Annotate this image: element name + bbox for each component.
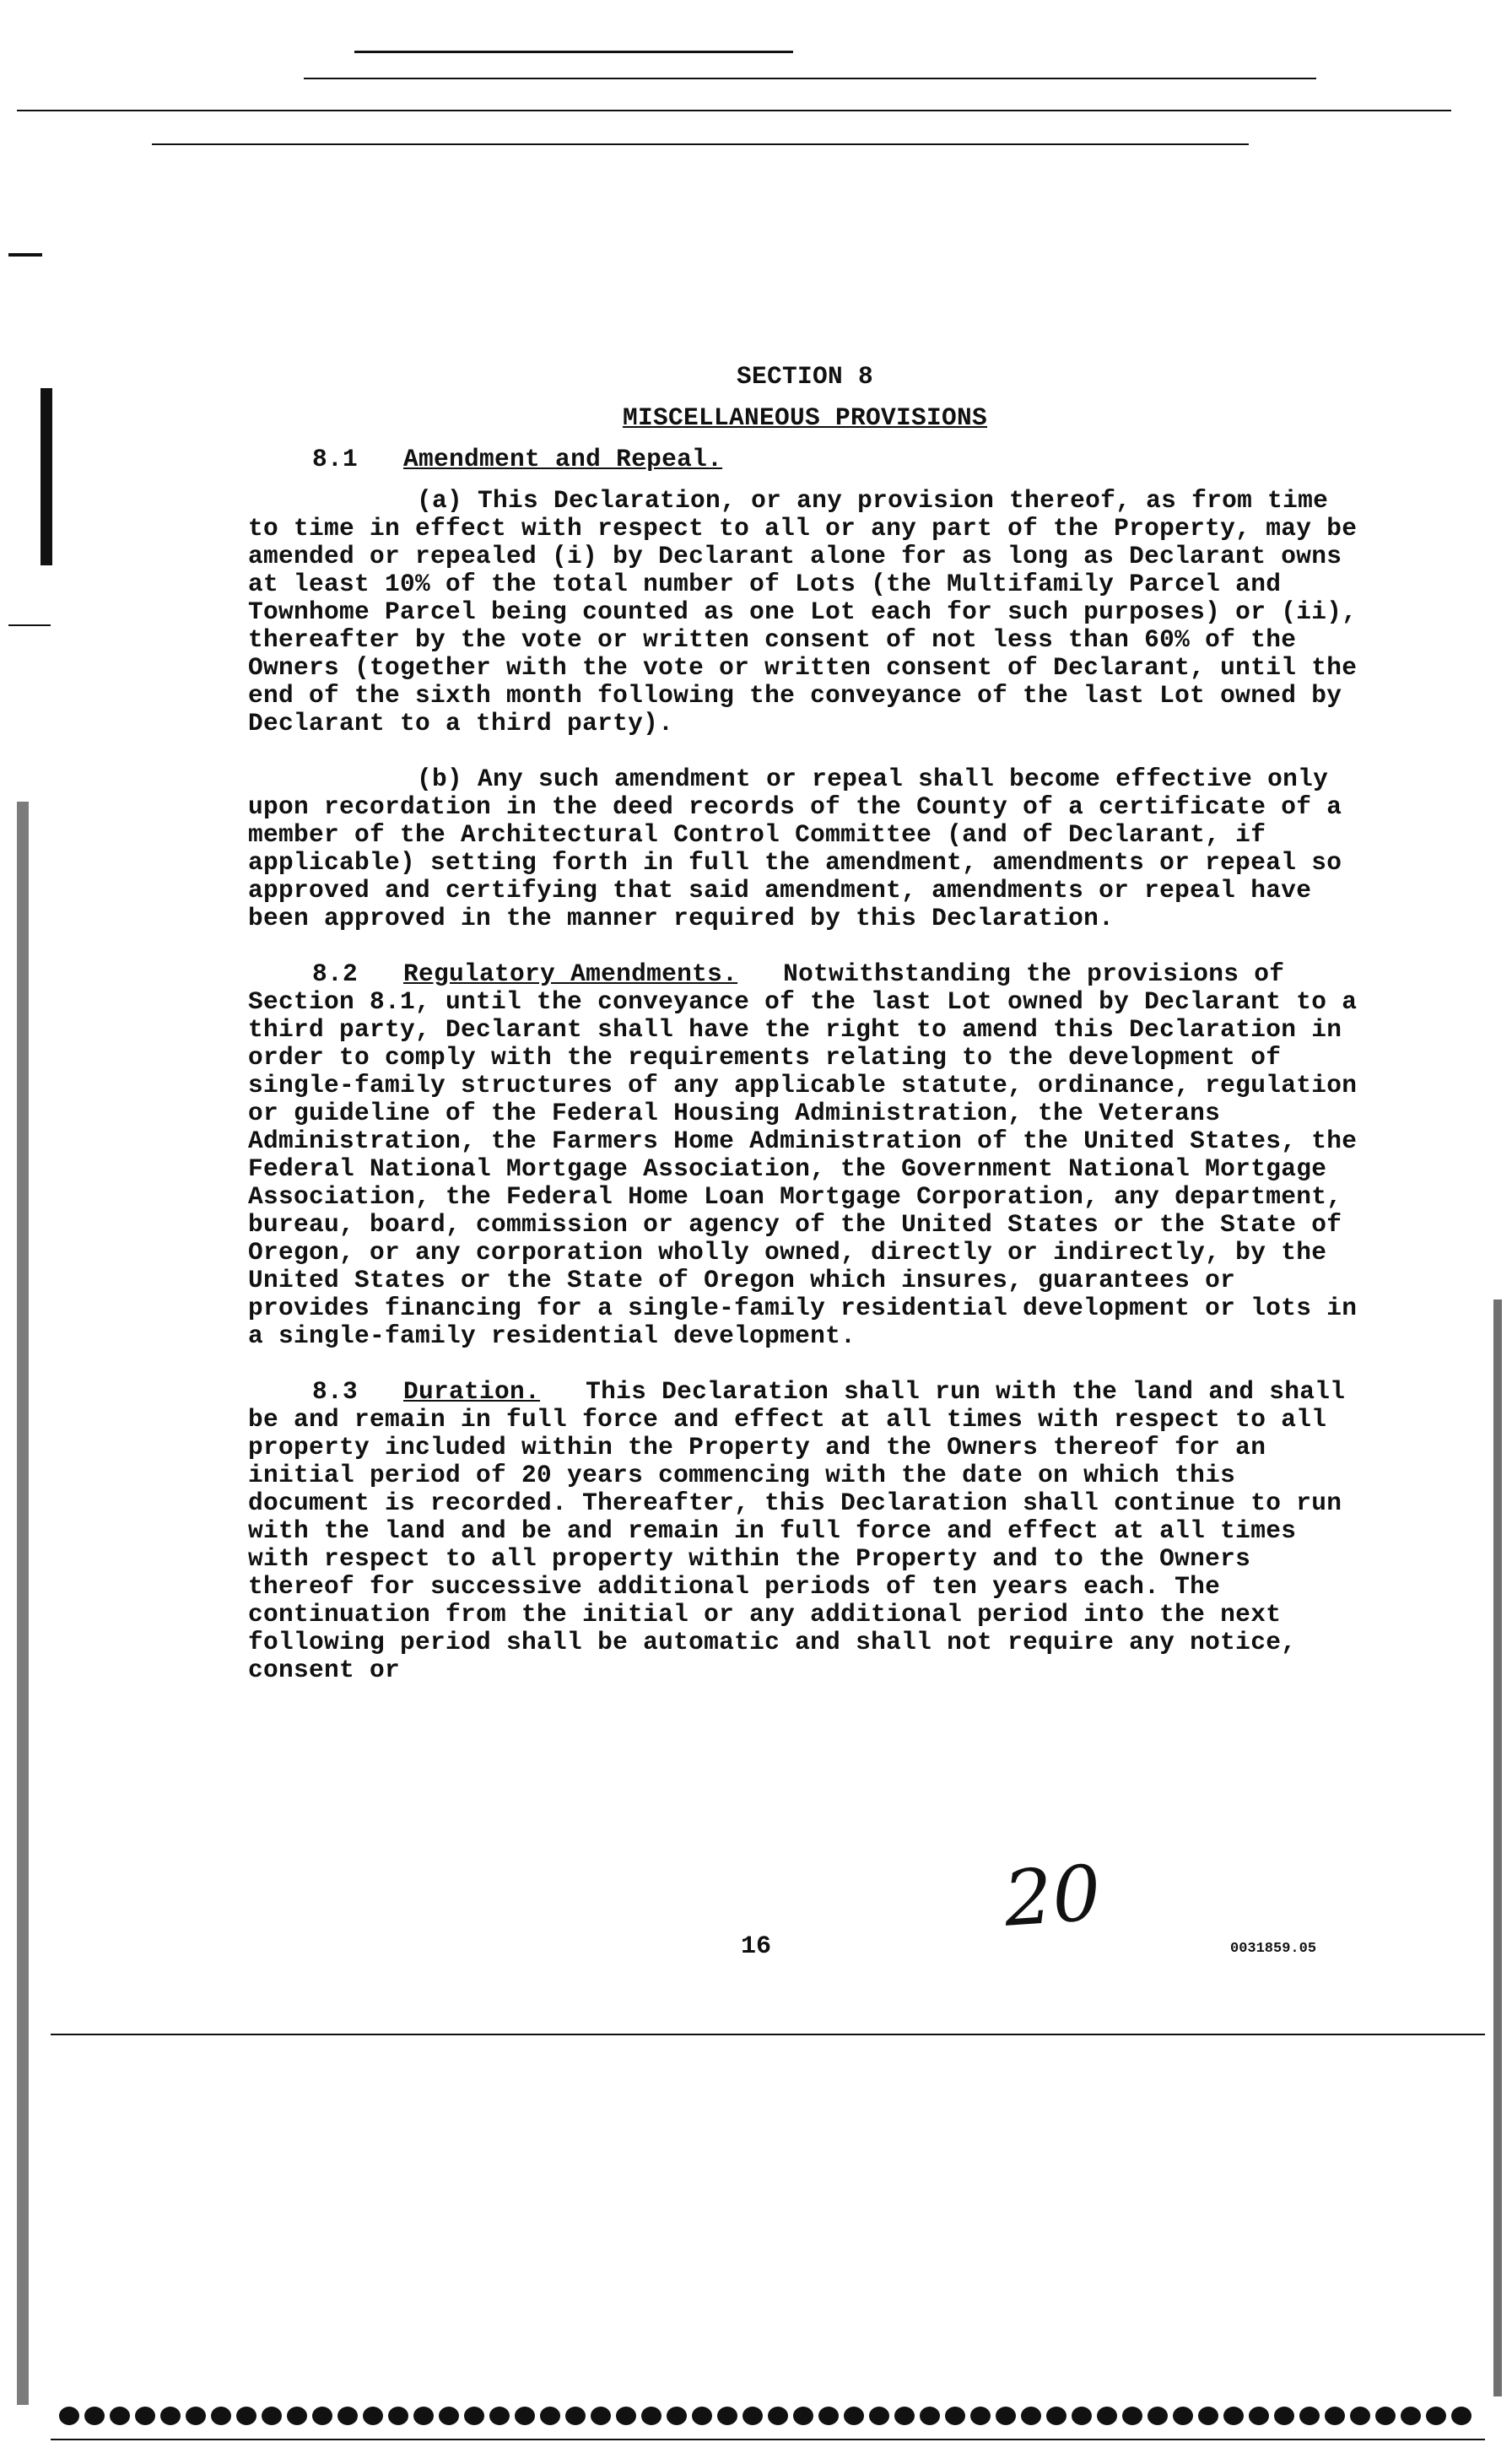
scan-dot [464, 2407, 484, 2425]
section-8-1-para-a [248, 487, 1362, 738]
section-8-2-number: 8.2 [312, 959, 359, 988]
scan-artifact-bottom [51, 2034, 1485, 2035]
scan-artifact-right [1493, 1299, 1502, 2396]
handwritten-page-note: 20 [1001, 1849, 1104, 1944]
scan-dot [717, 2407, 737, 2425]
document-body [248, 363, 1362, 1712]
section-8-3-text: This Declaration shall run with the land and shall be and remain in full force and effect at all times with respect to all property included within the Property and the Owners thereof for an initial period of 20 years commencing with the date on which this document is recorded. Thereafter, this Declaration shall continue to run with the land and be and remain in full force and effect at all times with respect to all property within the Property and to the Owners thereof for successive additional periods of ten years each. The continuation from the initial or any additional period into the next following period shall be automatic and shall not require any notice, consent or [248, 1377, 1346, 1684]
document-id: 0031859.05 [1230, 1941, 1317, 1957]
scan-dot [641, 2407, 662, 2425]
scan-dot [1173, 2407, 1193, 2425]
scan-dot [692, 2407, 712, 2425]
scan-dot [565, 2407, 586, 2425]
section-8-2 [248, 960, 1362, 1350]
scan-dot [1426, 2407, 1446, 2425]
scan-dot [540, 2407, 560, 2425]
scan-dot [84, 2407, 105, 2425]
scan-artifact-bottom [51, 2439, 1485, 2440]
scan-dot [439, 2407, 459, 2425]
section-8-1-para-b [248, 765, 1362, 932]
scan-dot [1198, 2407, 1218, 2425]
scan-dot [1325, 2407, 1345, 2425]
scan-dot [1375, 2407, 1396, 2425]
section-8-2-title: Regulatory Amendments. [403, 959, 738, 988]
scan-dot [262, 2407, 282, 2425]
section-8-1-title: Amendment and Repeal. [403, 445, 723, 473]
scan-dot [1299, 2407, 1320, 2425]
scan-dot [236, 2407, 256, 2425]
scan-dot [110, 2407, 130, 2425]
scan-dot [1350, 2407, 1370, 2425]
scan-artifact-top [152, 143, 1249, 145]
scan-dot [1451, 2407, 1472, 2425]
scan-dot [742, 2407, 763, 2425]
section-8-3-number: 8.3 [312, 1377, 359, 1406]
scan-dot [59, 2407, 79, 2425]
scan-dot [160, 2407, 181, 2425]
scan-artifact-left [40, 388, 52, 565]
section-8-1-para-a-text: (a) This Declaration, or any provision thereof, as from time to time in effect with respect to all or any part of the Property, may be amended or repealed (i) by Declarant alone for as long as Declarant owns at least 10% of the total number of Lots (the Multifamily Parcel and Townhome Parcel being counted as one Lot each for such purposes) or (ii), thereafter by the vote or written consent of not less than 60% of the Owners (together with the vote or written consent of Declarant, until the end of the sixth month following the conveyance of the last Lot owned by Declarant to a third party). [248, 486, 1358, 738]
section-8-1-heading [248, 446, 1362, 473]
scan-dot [1223, 2407, 1244, 2425]
scan-artifact-dot-row [59, 2405, 1493, 2427]
scan-artifact-left [17, 802, 29, 2405]
scan-dot [869, 2407, 889, 2425]
scan-dot [515, 2407, 535, 2425]
scan-dot [287, 2407, 307, 2425]
scan-dot [793, 2407, 813, 2425]
scan-dot [312, 2407, 332, 2425]
section-8-1-para-b-text: (b) Any such amendment or repeal shall become effective only upon recordation in the deed records of the County of a certificate of a member of the Architectural Control Committee (and of Declarant, if applicable) setting forth in full the amendment, amendments or repeal so approved and certifying that said amendment, amendments or repeal have been approved in the manner required by this Declaration. [248, 765, 1342, 932]
scan-dot [135, 2407, 155, 2425]
scan-dot [667, 2407, 687, 2425]
scan-dot [363, 2407, 383, 2425]
page-number: 16 [740, 1932, 771, 1961]
scan-artifact-top [354, 51, 793, 53]
scan-dot [818, 2407, 839, 2425]
section-8-3 [248, 1378, 1362, 1684]
scan-dot [1021, 2407, 1041, 2425]
scan-artifact-top [17, 110, 1451, 111]
scan-dot [996, 2407, 1016, 2425]
scan-dot [591, 2407, 611, 2425]
section-title: SECTION 8 [736, 362, 874, 391]
scan-dot [413, 2407, 434, 2425]
scan-dot [1401, 2407, 1421, 2425]
section-8-1-number: 8.1 [312, 445, 359, 473]
scan-dot [616, 2407, 636, 2425]
scan-dot [1097, 2407, 1117, 2425]
scan-dot [920, 2407, 940, 2425]
scan-dot [894, 2407, 915, 2425]
scan-dot [186, 2407, 206, 2425]
scan-dot [970, 2407, 991, 2425]
scan-dot [1046, 2407, 1066, 2425]
scan-dot [211, 2407, 231, 2425]
scan-artifact-top [304, 78, 1316, 79]
scan-dot [1249, 2407, 1269, 2425]
section-8-3-title: Duration. [403, 1377, 541, 1406]
scan-dot [1072, 2407, 1092, 2425]
scan-artifact-left [8, 624, 51, 626]
scan-dot [489, 2407, 510, 2425]
section-8-2-text: Notwithstanding the provisions of Section 8.1, until the conveyance of the last Lot owned by Declarant to a third party, Declarant shall have the right to amend this Declaration in order to comply with the requirements relating to the development of single-family structures of any applicable statute, ordinance, regulation or guideline of the Federal Housing Administration, the Veterans Administration, the Farmers Home Administration of the United States, the Federal National Mortgage Association, the Government National Mortgage Association, the Federal Home Loan Mortgage Corporation, any department, bureau, board, commission or agency of the United States or the State of Oregon, or any corporation wholly owned, directly or indirectly, by the United States or the State of Oregon which insures, guarantees or provides financing for a single-family residential development or lots in a single-family residential development. [248, 959, 1358, 1350]
scan-dot [1148, 2407, 1168, 2425]
scan-dot [338, 2407, 358, 2425]
scan-dot [1122, 2407, 1142, 2425]
scan-dot [768, 2407, 788, 2425]
scan-artifact-left [8, 253, 42, 257]
scan-dot [844, 2407, 864, 2425]
scan-dot [388, 2407, 408, 2425]
scan-dot [1274, 2407, 1294, 2425]
section-subtitle: MISCELLANEOUS PROVISIONS [622, 403, 988, 432]
scan-dot [945, 2407, 965, 2425]
